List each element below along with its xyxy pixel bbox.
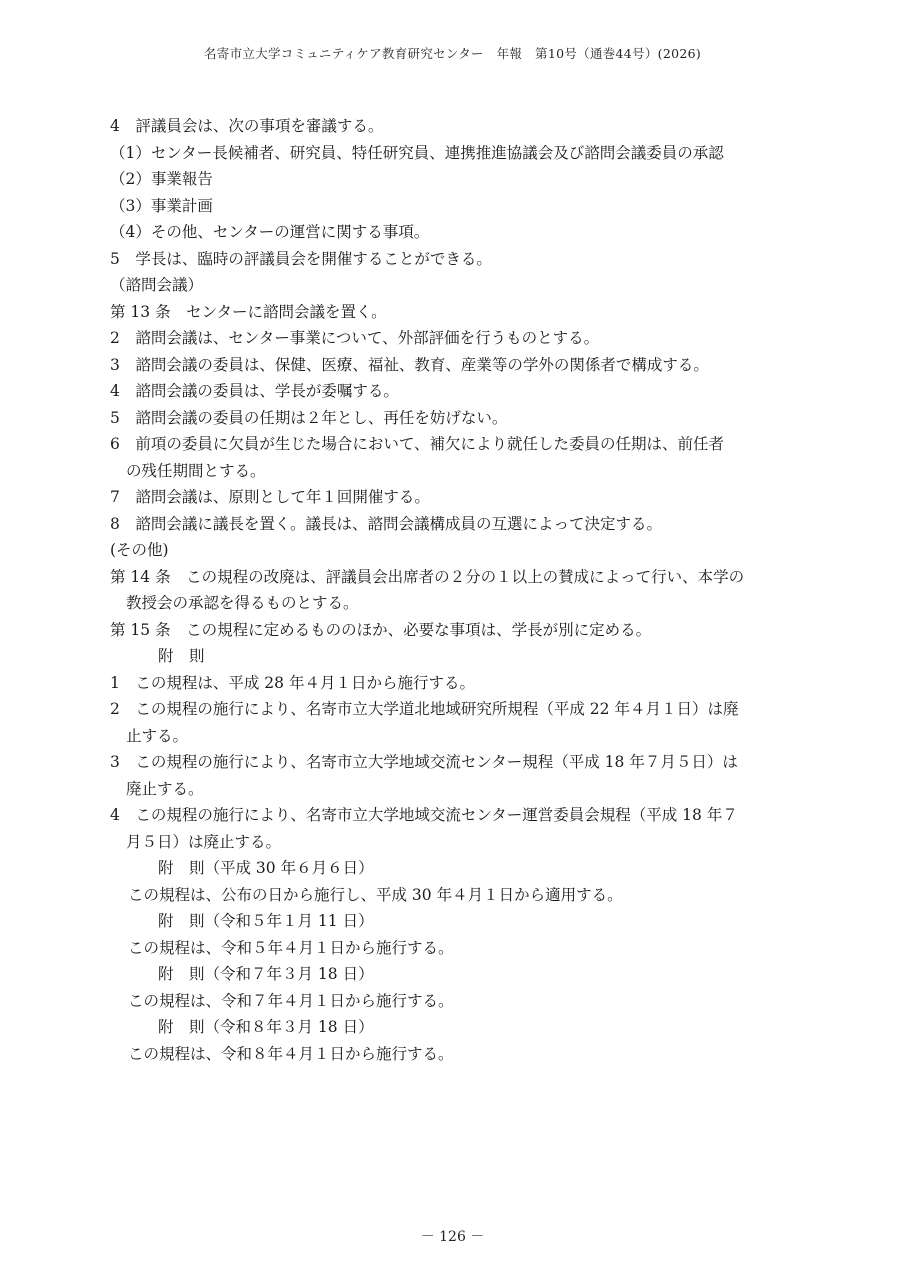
text-line: (その他) bbox=[110, 541, 169, 559]
text-line: 1 この規程は、平成 28 年４月１日から施行する。 bbox=[110, 673, 475, 692]
text-line: 7 諮問会議は、原則として年１回開催する。 bbox=[110, 488, 430, 506]
text-line: この規程は、公布の日から施行し、平成 30 年４月１日から適用する。 bbox=[128, 885, 623, 904]
text-line: 2 諮問会議は、センター事業について、外部評価を行うものとする。 bbox=[110, 329, 600, 347]
text-line: 3 この規程の施行により、名寄市立大学地域交流センター規程（平成 18 年７月５日）は bbox=[110, 753, 738, 771]
text-line: 5 学長は、臨時の評議員会を開催することができる。 bbox=[110, 249, 492, 268]
text-line: 廃止する。 bbox=[126, 779, 204, 798]
text-line: この規程は、令和８年４月１日から施行する。 bbox=[128, 1044, 454, 1063]
text-line: 5 諮問会議の委員の任期は２年とし、再任を妨げない。 bbox=[110, 408, 508, 427]
text-line: 附 則（令和８年３月 18 日） bbox=[158, 1018, 374, 1036]
text-line: 教授会の承認を得るものとする。 bbox=[126, 594, 359, 612]
text-line: の残任期間とする。 bbox=[126, 461, 266, 480]
text-line: （4）その他、センターの運営に関する事項。 bbox=[110, 223, 430, 241]
regulation-body bbox=[110, 113, 800, 1067]
text-line: 第 14 条 この規程の改廃は、評議員会出席者の２分の１以上の賛成によって行い、本学の bbox=[110, 567, 745, 586]
text-line: （1）センター長候補者、研究員、特任研究員、連携推進協議会及び諮問会議委員の承認 bbox=[110, 143, 724, 162]
text-line: 3 諮問会議の委員は、保健、医療、福祉、教育、産業等の学外の関係者で構成する。 bbox=[110, 355, 709, 374]
text-line: 6 前項の委員に欠員が生じた場合において、補欠により就任した委員の任期は、前任者 bbox=[110, 435, 725, 453]
text-line: 2 この規程の施行により、名寄市立大学道北地域研究所規程（平成 22 年４月１日）は廃 bbox=[110, 700, 739, 718]
text-line: （諮問会議） bbox=[110, 276, 204, 294]
text-line: 第 13 条 センターに諮問会議を置く。 bbox=[110, 302, 387, 321]
text-line: 4 諮問会議の委員は、学長が委嘱する。 bbox=[110, 382, 399, 400]
text-line: 附 則（令和５年１月 11 日） bbox=[158, 912, 374, 930]
page-number: － 126 － bbox=[420, 1229, 485, 1245]
text-line: （3）事業計画 bbox=[110, 196, 213, 215]
text-line: 附 則（平成 30 年６月６日） bbox=[158, 859, 374, 877]
text-line: 第 15 条 この規程に定めるもののほか、必要な事項は、学長が別に定める。 bbox=[110, 620, 652, 639]
text-line: この規程は、令和５年４月１日から施行する。 bbox=[128, 938, 454, 957]
text-line: 8 諮問会議に議長を置く。議長は、諮問会議構成員の互選によって決定する。 bbox=[110, 514, 663, 533]
text-line: 4 評議員会は、次の事項を審議する。 bbox=[110, 117, 384, 135]
text-line: 止する。 bbox=[126, 726, 189, 745]
text-line: 月５日）は廃止する。 bbox=[126, 832, 282, 851]
text-line: （2）事業報告 bbox=[110, 170, 213, 188]
running-header: 名寄市立大学コミュニティケア教育研究センター 年報 第10号（通巻44号）(2026) bbox=[203, 46, 702, 61]
text-line: この規程は、令和７年４月１日から施行する。 bbox=[128, 991, 454, 1010]
text-line: 4 この規程の施行により、名寄市立大学地域交流センター運営委員会規程（平成 18 年７ bbox=[110, 806, 738, 824]
text-line: 附 則 bbox=[158, 647, 205, 665]
text-line: 附 則（令和７年３月 18 日） bbox=[158, 965, 374, 983]
